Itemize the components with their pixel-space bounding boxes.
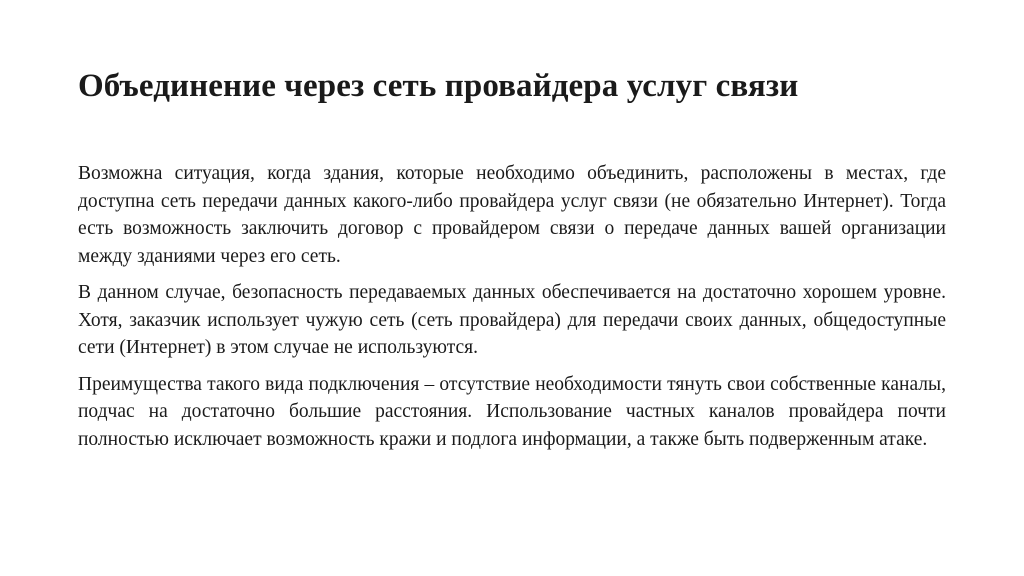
paragraph-advantages: Преимущества такого вида подключения – отсутствие необходимости тянуть свои собственные каналы, подчас на достаточно большие расстояния. Использование частных каналов провайдера почти полностью исключает возможность кражи и подлога информации, а также быть подверженным атаке. — [78, 373, 946, 450]
slide-body — [78, 160, 946, 462]
paragraph-situation: Возможна ситуация, когда здания, которые необходимо объединить, расположены в местах, где доступна сеть передачи данных какого-либо провайдера услуг связи (не обязательно Интернет). Тогда есть возможность заключить договор с провайдером связи о передаче данных вашей организации между зданиями через его сеть. — [78, 163, 946, 267]
slide-title: Объединение через сеть провайдера услуг связи — [78, 68, 799, 104]
paragraph-security: В данном случае, безопасность передаваемых данных обеспечивается на достаточно хорошем уровне. Хотя, заказчик использует чужую сеть (сеть провайдера) для передачи своих данных, общедоступные сети (Интернет) в этом случае не используются. — [78, 282, 946, 358]
